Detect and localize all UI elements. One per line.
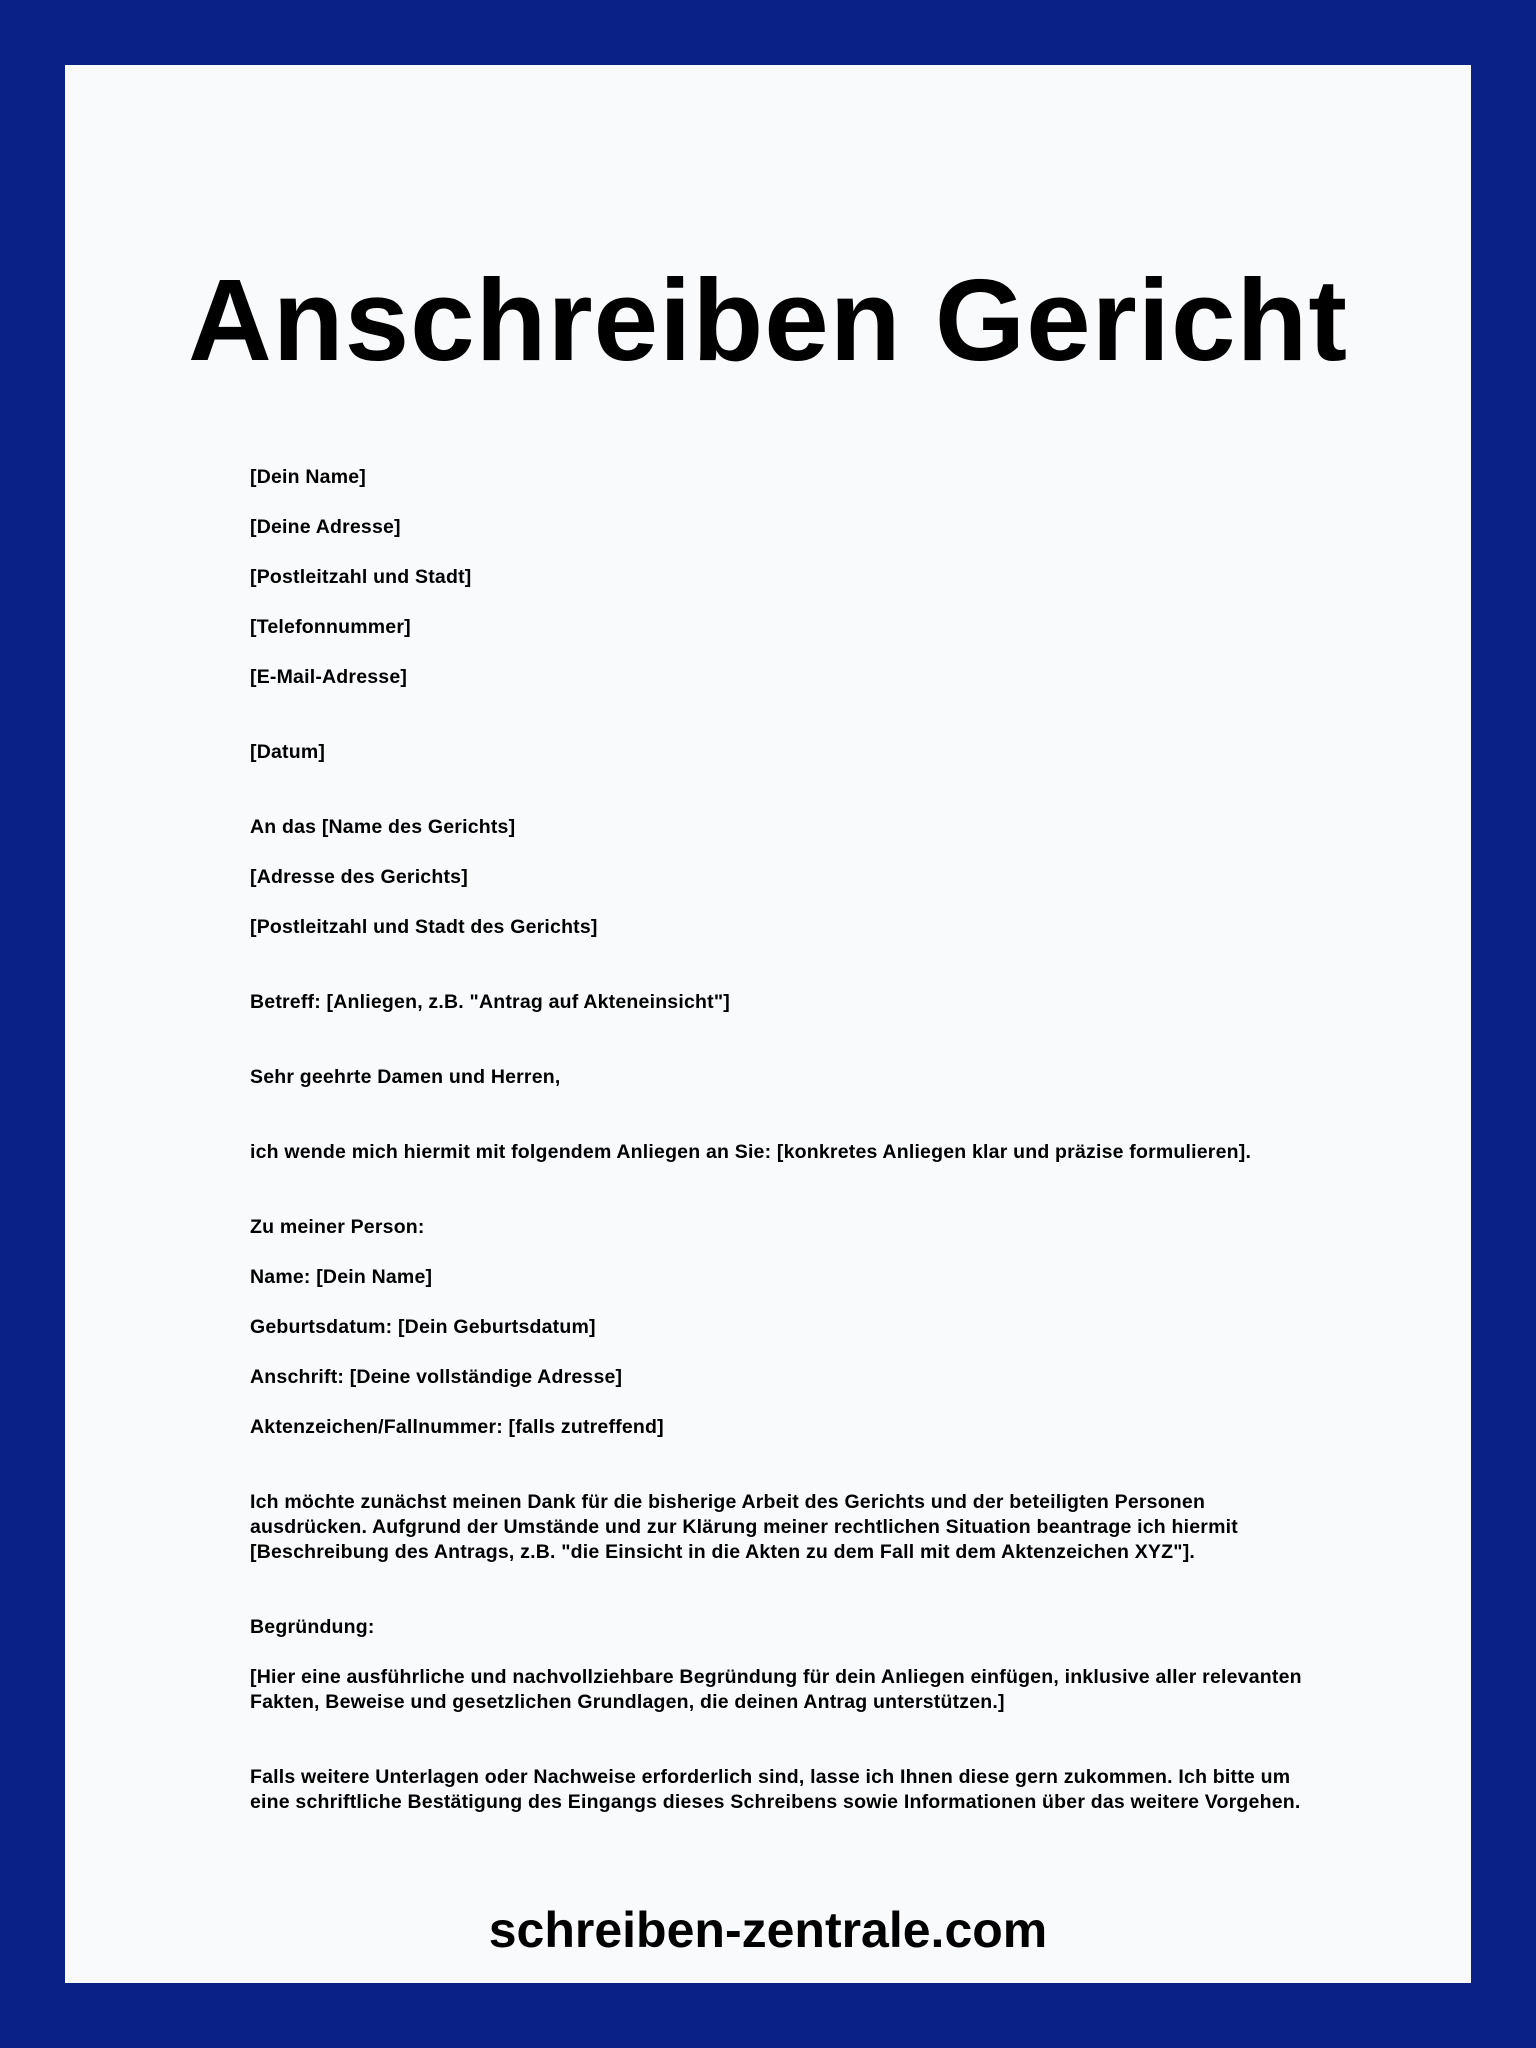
letter-intro: ich wende mich hiermit mit folgendem Anliegen an Sie: [konkretes Anliegen klar und präzise formulieren]. (250, 1141, 1252, 1163)
person-heading: Zu meiner Person: (250, 1216, 425, 1238)
sender-email: [E-Mail-Adresse] (250, 666, 408, 688)
letter-date: [Datum] (250, 741, 326, 763)
request-paragraph: Ich möchte zunächst meinen Dank für die bisherige Arbeit des Gerichts und der beteiligten Personen ausdrücken. Aufgrund der Umstände und zur Klärung meiner rechtlichen Situation beantrage ich hiermit [Beschreibung des Antrags, z.B. "die Einsicht in die Akten zu dem Fall mit dem Aktenzeichen XYZ"]. (250, 1491, 1238, 1563)
recipient-city: [Postleitzahl und Stadt des Gerichts] (250, 916, 598, 938)
sender-address: [Deine Adresse] (250, 516, 401, 538)
closing-paragraph: Falls weitere Unterlagen oder Nachweise erforderlich sind, lasse ich Ihnen diese gern zukommen. Ich bitte um eine schriftliche Bestätigung des Eingangs dieses Schreibens sowie Informationen über das weitere Vorgehen. (250, 1766, 1301, 1813)
recipient-court: An das [Name des Gerichts] (250, 816, 516, 838)
recipient-address: [Adresse des Gerichts] (250, 866, 468, 888)
person-birthdate: Geburtsdatum: [Dein Geburtsdatum] (250, 1316, 596, 1338)
person-name: Name: [Dein Name] (250, 1266, 433, 1288)
person-case-number: Aktenzeichen/Fallnummer: [falls zutreffend] (250, 1416, 664, 1438)
footer-website: schreiben-zentrale.com (488, 1902, 1048, 1958)
sender-name: [Dein Name] (250, 466, 366, 488)
reasoning-text: [Hier eine ausführliche und nachvollziehbare Begründung für dein Anliegen einfügen, inklusive aller relevanten Fakten, Beweise und gesetzlichen Grundlagen, die deinen Antrag unterstützen.] (250, 1666, 1302, 1713)
page-title: Anschreiben Gericht (188, 255, 1348, 385)
document-page (65, 65, 1471, 1983)
sender-city: [Postleitzahl und Stadt] (250, 566, 472, 588)
letter-salutation: Sehr geehrte Damen und Herren, (250, 1066, 561, 1088)
sender-phone: [Telefonnummer] (250, 616, 411, 638)
letter-subject: Betreff: [Anliegen, z.B. "Antrag auf Akteneinsicht"] (250, 991, 730, 1013)
reasoning-heading: Begründung: (250, 1616, 375, 1638)
person-address: Anschrift: [Deine vollständige Adresse] (250, 1366, 623, 1388)
